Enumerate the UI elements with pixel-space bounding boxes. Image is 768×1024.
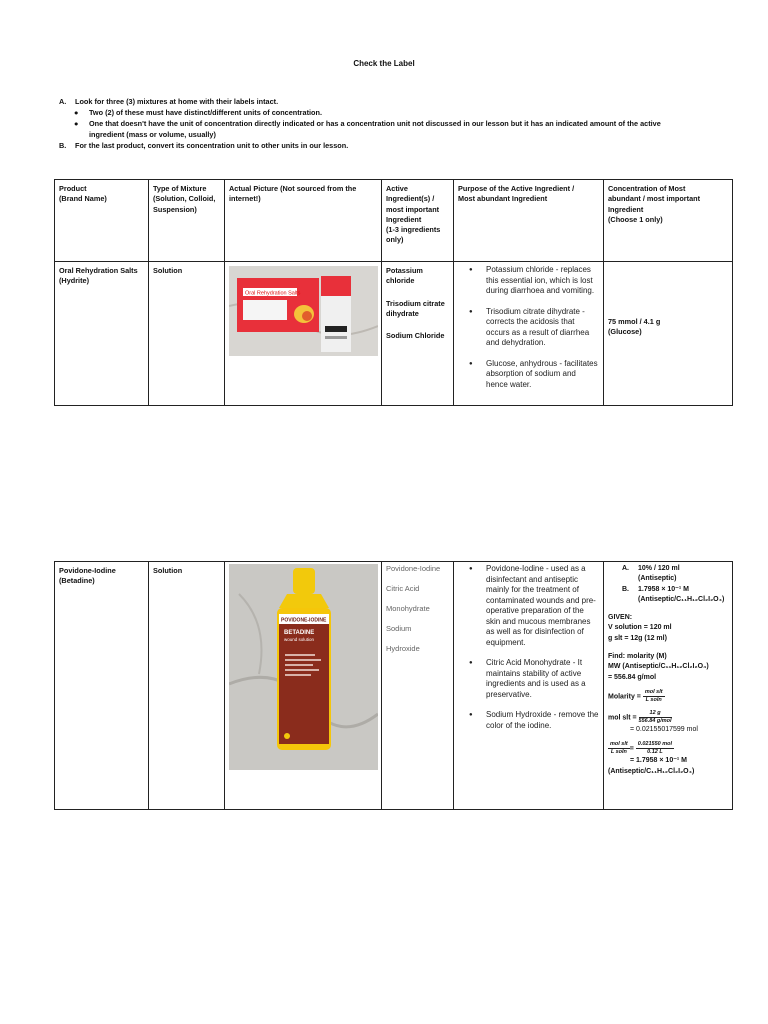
type-cell: Solution [149, 262, 225, 406]
list-item: ● Glucose, anhydrous - facilitates absorption of sodium and hence water. [458, 359, 599, 391]
product-cell: Povidone-Iodine (Betadine) [55, 562, 149, 810]
purpose-cell [454, 562, 604, 810]
product-cell: Oral Rehydration Salts (Hydrite) [55, 262, 149, 406]
purpose-cell [454, 262, 604, 406]
table-row [55, 562, 733, 810]
list-item: ● Povidone-Iodine - used as a disinfectant and antiseptic mainly for the treatment of contaminated wounds and pre-operative preparation of the skin and mucous membranes as well as for disinfection of equipment. [458, 564, 599, 648]
list-item: ● Citric Acid Monohydrate - It maintains stability of active ingredients and is used as a preservative. [458, 658, 599, 700]
betadine-bottle-photo [229, 564, 378, 770]
bottle-label-3: wound solution [284, 637, 315, 642]
final-formula: $\frac{\text{mol slt}}{\text{L soln}}$ = $\frac{\text{0.021550 mol}}{0.12 L}$ [610, 741, 673, 756]
instruction-b: B. For the last product, convert its concentration unit to other units in our lesson. [59, 141, 349, 150]
picture-cell [225, 262, 382, 406]
instruction-bullet-2: ● One that doesn't have the unit of concentration directly indicated or has a concentration unit not discussed in our lesson but it has an indicated amount of the active ingredient (mass or volume, usually) [74, 119, 661, 139]
header-type: Type of Mixture (Solution, Colloid, Suspension) [149, 180, 225, 262]
bottle-label-1: POVIDONE-IODINE [281, 617, 327, 624]
page-title: Check the Label [353, 59, 415, 68]
list-item: ● Sodium Hydroxide - remove the color of the iodine. [458, 710, 599, 731]
ingredients-table-2 [54, 561, 733, 810]
table-row [55, 262, 733, 406]
active-cell: Povidone-Iodine Citric Acid Monohydrate Sodium Hydroxide [382, 562, 454, 810]
picture-cell [225, 562, 382, 810]
header-product: Product (Brand Name) [55, 180, 149, 262]
instructions [59, 96, 719, 151]
list-item: ● Trisodium citrate dihydrate - corrects the acidosis that occurs as a result of diarrhea and dehydration. [458, 307, 599, 349]
table-header-row [55, 180, 733, 262]
concentration-cell: 75 mmol / 4.1 g (Glucose) [604, 262, 733, 406]
molarity-formula: Molarity = $\frac{\text{mol slt}}{\text{L soln}}$ [608, 688, 663, 703]
instruction-bullet-1: ● Two (2) of these must have distinct/different units of concentration. [74, 108, 322, 117]
ors-sachet-photo [229, 266, 378, 356]
molslt-formula: mol slt = $\frac{12 g}{\text{556.84 g/mol}}$ [608, 709, 672, 724]
header-concentration: Concentration of Most abundant / most important Ingredient (Choose 1 only) [604, 180, 733, 262]
sachet-label: Oral Rehydration Salts [245, 290, 301, 297]
type-cell: Solution [149, 562, 225, 810]
header-active: Active Ingredient(s) / most important Ingredient (1-3 ingredients only) [382, 180, 454, 262]
concentration-cell: A. 10% / 120 ml (Antiseptic) B. 1.7958 × 10⁻¹ M (Antiseptic/C₁₁H₁₂Cl₂I₂O₄) GIVEN: V solution = 120 ml g slt = 12g (12 ml) Find: molarity (M) MW (Antiseptic/C₁₁H₁₂Cl₂I₂O₄) = 556.84 g/mol Molarity = $\frac{\text{mol slt}}{\text{L soln}}$ mol slt = $\frac{12 g}{\text{556.84 g/mol}}$ = 0.02155017599 mol $\frac{\text{mol slt}}{\text{L soln}}$ = $\frac{\text{0.021550 mol}}{0.12 L}$ = 1.7958 × 10⁻¹ M (Antiseptic/C₁₁H₁₂Cl₂I₂O₄) [604, 562, 733, 810]
instruction-a: A. Look for three (3) mixtures at home with their labels intact. [59, 97, 279, 106]
active-cell: Potassium chloride Trisodium citrate dihydrate Sodium Chloride [382, 262, 454, 406]
header-purpose: Purpose of the Active Ingredient / Most abundant Ingredient [454, 180, 604, 262]
bottle-label-2: BETADINE [284, 630, 315, 636]
ingredients-table-1 [54, 179, 733, 406]
list-item: ● Potassium chloride - replaces this essential ion, which is lost during diarrhoea and vomiting. [458, 265, 599, 297]
header-picture: Actual Picture (Not sourced from the internet!) [225, 180, 382, 262]
